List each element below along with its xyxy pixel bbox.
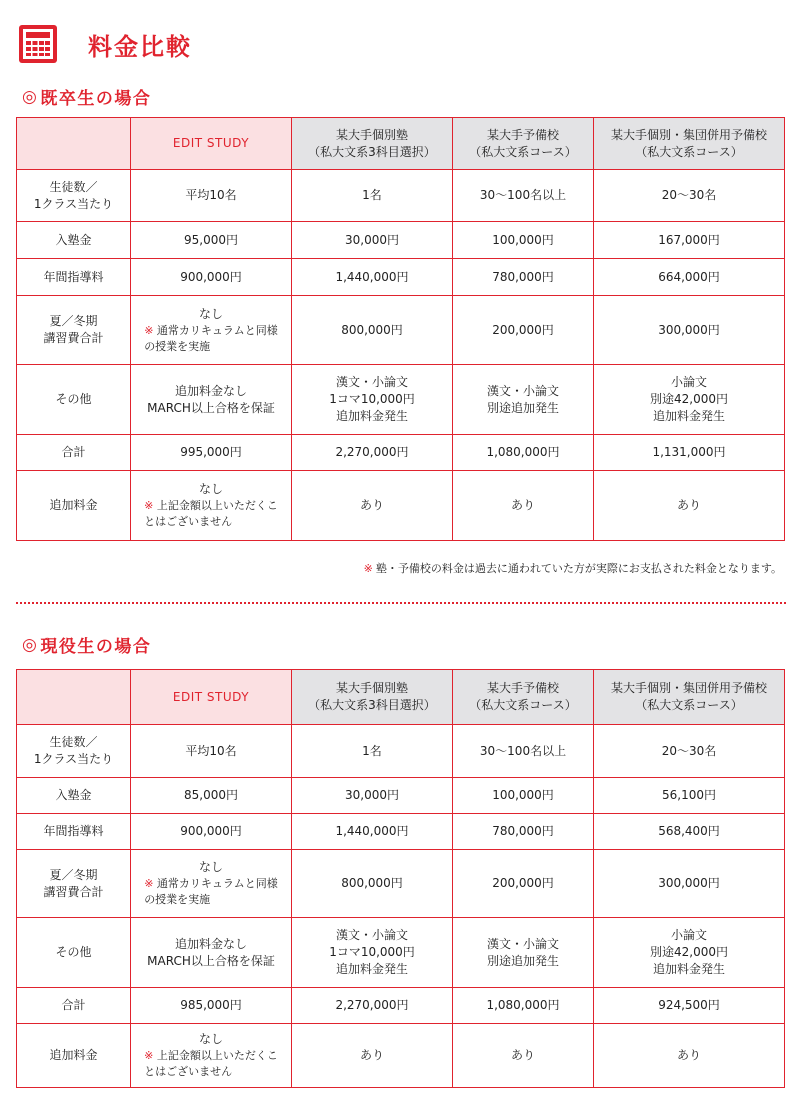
row-label-seasonal: 夏／冬期 講習費合計 — [17, 296, 131, 365]
cell-comp1-admission: 30,000円 — [292, 222, 453, 259]
extra-note: ※ 上記金額以上いただくこ とはございません — [144, 499, 278, 528]
cell-edit-extra: なし ※ 上記金額以上いただくこ とはございません — [131, 471, 292, 541]
row-seasonal — [17, 296, 785, 365]
cell-comp2-total: 1,080,000円 — [453, 988, 594, 1024]
cell-edit-annual: 900,000円 — [131, 259, 292, 296]
row-other — [17, 918, 785, 988]
cell-edit-seasonal: なし ※ 通常カリキュラムと同様 の授業を実施 — [131, 296, 292, 365]
section-heading-text: 既卒生の場合 — [40, 89, 152, 109]
row-seasonal — [17, 850, 785, 918]
seasonal-note: ※ 通常カリキュラムと同様 の授業を実施 — [144, 323, 278, 353]
row-admission — [17, 778, 785, 814]
row-label-students: 生徒数／ 1クラス当たり — [17, 725, 131, 778]
row-total — [17, 435, 785, 471]
row-label-annual: 年間指導料 — [17, 259, 131, 296]
header-competitor-2: 某大手予備校 （私大文系コース） — [453, 118, 594, 170]
row-label-annual: 年間指導料 — [17, 814, 131, 850]
calculator-icon — [18, 24, 58, 64]
cell-comp2-annual: 780,000円 — [453, 259, 594, 296]
row-students — [17, 170, 785, 222]
cell-comp3-other: 小論文 別途42,000円 追加料金発生 — [594, 365, 785, 435]
cell-comp3-admission: 56,100円 — [594, 778, 785, 814]
header-competitor-3: 某大手個別・集団併用予備校 （私大文系コース） — [594, 118, 785, 170]
cell-comp3-annual: 664,000円 — [594, 259, 785, 296]
cell-comp2-students: 30〜100名以上 — [453, 725, 594, 778]
cell-comp2-seasonal: 200,000円 — [453, 296, 594, 365]
section-mark: ◎ — [22, 86, 39, 107]
row-label-extra: 追加料金 — [17, 471, 131, 541]
row-total — [17, 988, 785, 1024]
row-label-students: 生徒数／ 1クラス当たり — [17, 170, 131, 222]
cell-comp2-extra: あり — [453, 1024, 594, 1088]
header-blank-cell — [17, 118, 131, 170]
cell-edit-total: 985,000円 — [131, 988, 292, 1024]
cell-comp2-other: 漢文・小論文 別途追加発生 — [453, 365, 594, 435]
cell-comp1-other: 漢文・小論文 1コマ10,000円 追加料金発生 — [292, 918, 453, 988]
header-edit-study: EDIT STUDY — [131, 118, 292, 170]
cell-comp3-total: 924,500円 — [594, 988, 785, 1024]
section-heading-text: 現役生の場合 — [40, 637, 152, 657]
row-extra — [17, 1024, 785, 1088]
row-label-seasonal: 夏／冬期 講習費合計 — [17, 850, 131, 918]
page-title: 料金比較 — [88, 32, 192, 61]
cell-comp1-extra: あり — [292, 471, 453, 541]
cell-comp3-total: 1,131,000円 — [594, 435, 785, 471]
cell-edit-other: 追加料金なし MARCH以上合格を保証 — [131, 365, 292, 435]
page-header — [18, 22, 192, 66]
row-students — [17, 725, 785, 778]
cell-edit-other: 追加料金なし MARCH以上合格を保証 — [131, 918, 292, 988]
row-label-other: その他 — [17, 365, 131, 435]
cell-edit-admission: 95,000円 — [131, 222, 292, 259]
row-admission — [17, 222, 785, 259]
cell-comp2-total: 1,080,000円 — [453, 435, 594, 471]
section-heading-current — [22, 632, 151, 657]
cell-comp1-annual: 1,440,000円 — [292, 259, 453, 296]
cell-edit-students: 平均10名 — [131, 725, 292, 778]
cell-edit-admission: 85,000円 — [131, 778, 292, 814]
row-label-admission: 入塾金 — [17, 778, 131, 814]
comparison-table-current — [16, 669, 785, 1088]
cell-comp1-admission: 30,000円 — [292, 778, 453, 814]
cell-comp3-annual: 568,400円 — [594, 814, 785, 850]
cell-comp1-annual: 1,440,000円 — [292, 814, 453, 850]
row-label-total: 合計 — [17, 435, 131, 471]
cell-comp1-students: 1名 — [292, 170, 453, 222]
cell-comp2-seasonal: 200,000円 — [453, 850, 594, 918]
cell-edit-total: 995,000円 — [131, 435, 292, 471]
cell-comp1-seasonal: 800,000円 — [292, 296, 453, 365]
row-label-other: その他 — [17, 918, 131, 988]
extra-note: ※ 上記金額以上いただくこ とはございません — [144, 1049, 278, 1078]
cell-comp3-admission: 167,000円 — [594, 222, 785, 259]
row-label-admission: 入塾金 — [17, 222, 131, 259]
cell-comp1-students: 1名 — [292, 725, 453, 778]
section-mark: ◎ — [22, 634, 39, 655]
cell-comp1-seasonal: 800,000円 — [292, 850, 453, 918]
row-annual — [17, 259, 785, 296]
cell-comp2-annual: 780,000円 — [453, 814, 594, 850]
section-heading-graduates — [22, 84, 151, 109]
cell-edit-extra: なし ※ 上記金額以上いただくこ とはございません — [131, 1024, 292, 1088]
comparison-table-graduates — [16, 117, 785, 541]
header-competitor-3: 某大手個別・集団併用予備校 （私大文系コース） — [594, 670, 785, 725]
header-competitor-1: 某大手個別塾 （私大文系3科目選択） — [292, 118, 453, 170]
row-other — [17, 365, 785, 435]
cell-edit-annual: 900,000円 — [131, 814, 292, 850]
table-header-row — [17, 670, 785, 725]
cell-comp3-students: 20〜30名 — [594, 170, 785, 222]
cell-comp2-other: 漢文・小論文 別途追加発生 — [453, 918, 594, 988]
section-divider — [16, 602, 786, 604]
cell-edit-students: 平均10名 — [131, 170, 292, 222]
price-footnote: ※ 塾・予備校の料金は過去に通われていた方が実際にお支払された料金となります。 — [363, 562, 782, 575]
cell-comp1-total: 2,270,000円 — [292, 988, 453, 1024]
cell-comp2-admission: 100,000円 — [453, 222, 594, 259]
row-label-extra: 追加料金 — [17, 1024, 131, 1088]
header-competitor-2: 某大手予備校 （私大文系コース） — [453, 670, 594, 725]
cell-comp3-extra: あり — [594, 1024, 785, 1088]
cell-comp2-admission: 100,000円 — [453, 778, 594, 814]
cell-comp2-extra: あり — [453, 471, 594, 541]
cell-comp3-extra: あり — [594, 471, 785, 541]
seasonal-note: ※ 通常カリキュラムと同様 の授業を実施 — [144, 877, 278, 906]
row-annual — [17, 814, 785, 850]
header-edit-study: EDIT STUDY — [131, 670, 292, 725]
cell-edit-seasonal: なし ※ 通常カリキュラムと同様 の授業を実施 — [131, 850, 292, 918]
cell-comp2-students: 30〜100名以上 — [453, 170, 594, 222]
cell-comp1-extra: あり — [292, 1024, 453, 1088]
cell-comp3-other: 小論文 別途42,000円 追加料金発生 — [594, 918, 785, 988]
cell-comp3-seasonal: 300,000円 — [594, 850, 785, 918]
cell-comp3-students: 20〜30名 — [594, 725, 785, 778]
row-extra — [17, 471, 785, 541]
row-label-total: 合計 — [17, 988, 131, 1024]
table-header-row — [17, 118, 785, 170]
cell-comp1-other: 漢文・小論文 1コマ10,000円 追加料金発生 — [292, 365, 453, 435]
header-competitor-1: 某大手個別塾 （私大文系3科目選択） — [292, 670, 453, 725]
cell-comp1-total: 2,270,000円 — [292, 435, 453, 471]
cell-comp3-seasonal: 300,000円 — [594, 296, 785, 365]
header-blank-cell — [17, 670, 131, 725]
